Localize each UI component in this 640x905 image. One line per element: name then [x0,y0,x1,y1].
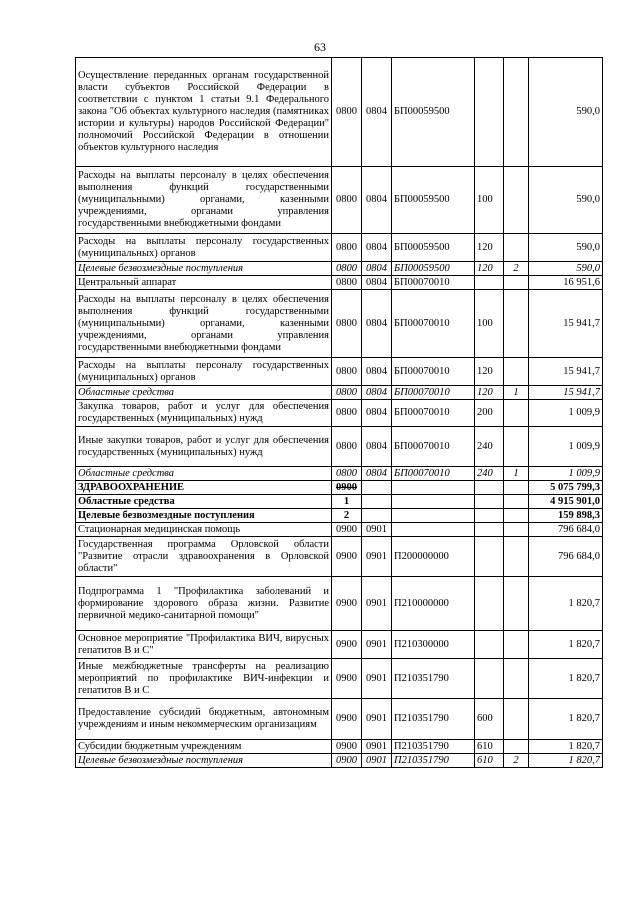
table-row [76,58,603,167]
article-cell: БП00070010 [392,386,475,400]
sum-cell: 159 898,3 [529,509,603,523]
subsection-cell: 0804 [362,386,392,400]
article-cell: П210351790 [392,659,475,699]
subsection-cell: 0901 [362,740,392,754]
name-cell: Подпрограмма 1 "Профилактика заболеваний и формирование здорового образа жизни. Развитие первичной медико-санитарной помощи" [76,577,332,631]
code-cell [504,523,529,537]
expense-type-cell: 240 [475,467,504,481]
code-cell [504,577,529,631]
sum-cell: 590,0 [529,262,603,276]
section-cell: 0800 [332,276,362,290]
table-row [76,631,603,659]
subsection-cell: 0901 [362,537,392,577]
section-cell: 0800 [332,386,362,400]
code-cell [504,509,529,523]
sum-cell: 590,0 [529,58,603,167]
expense-type-cell: 120 [475,262,504,276]
code-cell [504,290,529,358]
sum-cell: 1 820,7 [529,754,603,768]
subsection-cell: 0901 [362,523,392,537]
subsection-cell: 0901 [362,577,392,631]
table-row [76,699,603,740]
expense-type-cell [475,481,504,495]
name-cell: Расходы на выплаты персоналу государственных (муниципальных) органов [76,234,332,262]
subsection-cell [362,509,392,523]
table-row [76,167,603,234]
name-cell: Расходы на выплаты персоналу в целях обеспечения выполнения функций государственными (муниципальными) органами, казенными учреждениями, органами управления государственными внебюджетными фондами [76,167,332,234]
sum-cell: 1 820,7 [529,577,603,631]
name-cell: Иные межбюджетные трансферты на реализацию мероприятий по профилактике ВИЧ-инфекции и гепатитов В и С [76,659,332,699]
name-cell: Областные средства [76,386,332,400]
sum-cell: 15 941,7 [529,290,603,358]
section-cell: 0900 [332,699,362,740]
article-cell: БП00059500 [392,167,475,234]
name-cell: Центральный аппарат [76,276,332,290]
expense-type-cell [475,659,504,699]
expense-type-cell: 120 [475,234,504,262]
section-cell: 0900 [332,537,362,577]
article-cell: БП00070010 [392,400,475,427]
name-cell: Целевые безвозмездные поступления [76,262,332,276]
subsection-cell [362,495,392,509]
table-row [76,754,603,768]
subsection-cell: 0901 [362,699,392,740]
section-cell: 0800 [332,58,362,167]
section-cell: 0800 [332,467,362,481]
table-row [76,577,603,631]
code-cell [504,276,529,290]
table-row [76,234,603,262]
article-cell: П210351790 [392,699,475,740]
sum-cell: 1 009,9 [529,400,603,427]
section-cell: 0800 [332,358,362,386]
section-cell: 0900 [332,523,362,537]
expense-type-cell: 120 [475,386,504,400]
article-cell: П210000000 [392,577,475,631]
sum-cell: 5 075 799,3 [529,481,603,495]
article-cell: БП00059500 [392,58,475,167]
expense-type-cell: 100 [475,167,504,234]
name-cell: Осуществление переданных органам государственной власти субъектов Российской Федерации в соответствии с пунктом 1 статьи 9.1 Федерального закона "Об объектах культурного наследия (памятниках истории и культуры) народов Российской Федерации" полномочий Российской Федерации в отношении объектов культурного наследия [76,58,332,167]
sum-cell: 1 820,7 [529,631,603,659]
subsection-cell: 0804 [362,167,392,234]
section-cell: 1 [332,495,362,509]
name-cell: Субсидии бюджетным учреждениям [76,740,332,754]
code-cell: 2 [504,754,529,768]
section-cell: 0900 [332,740,362,754]
article-cell: П210351790 [392,740,475,754]
subsection-cell: 0804 [362,262,392,276]
expense-type-cell [475,577,504,631]
expense-type-cell: 200 [475,400,504,427]
name-cell: Целевые безвозмездные поступления [76,754,332,768]
code-cell [504,631,529,659]
subsection-cell: 0901 [362,631,392,659]
code-cell [504,167,529,234]
sum-cell: 1 820,7 [529,740,603,754]
code-cell [504,358,529,386]
table-row [76,427,603,467]
table-row [76,659,603,699]
sum-cell: 1 009,9 [529,467,603,481]
sum-cell: 15 941,7 [529,386,603,400]
sum-cell: 1 820,7 [529,659,603,699]
name-cell: Предоставление субсидий бюджетным, автономным учреждениям и иным некоммерческим организациям [76,699,332,740]
subsection-cell: 0804 [362,290,392,358]
sum-cell: 590,0 [529,234,603,262]
table-row [76,537,603,577]
expense-type-cell [475,537,504,577]
code-cell [504,495,529,509]
table-row [76,467,603,481]
section-cell: 0900 [332,631,362,659]
article-cell: БП00070010 [392,290,475,358]
name-cell: Расходы на выплаты персоналу государственных (муниципальных) органов [76,358,332,386]
subsection-cell: 0901 [362,659,392,699]
article-cell [392,495,475,509]
expense-type-cell: 100 [475,290,504,358]
article-cell [392,523,475,537]
code-cell: 2 [504,262,529,276]
page-number: 63 [314,40,326,54]
sum-cell: 796 684,0 [529,537,603,577]
budget-table [75,57,603,768]
section-cell: 0800 [332,400,362,427]
code-cell [504,234,529,262]
article-cell [392,481,475,495]
name-cell: Стационарная медицинская помощь [76,523,332,537]
name-cell: Государственная программа Орловской области "Развитие отрасли здравоохранения в Орловской области" [76,537,332,577]
code-cell [504,481,529,495]
name-cell: Областные средства [76,495,332,509]
article-cell: БП00070010 [392,358,475,386]
section-cell: 0900 [332,577,362,631]
subsection-cell: 0804 [362,467,392,481]
code-cell [504,537,529,577]
table-row [76,276,603,290]
name-cell: Основное мероприятие "Профилактика ВИЧ, вирусных гепатитов В и С" [76,631,332,659]
section-cell: 0800 [332,167,362,234]
article-cell: БП00070010 [392,427,475,467]
section-cell: 0800 [332,290,362,358]
name-cell: ЗДРАВООХРАНЕНИЕ [76,481,332,495]
table-row [76,509,603,523]
sum-cell: 15 941,7 [529,358,603,386]
article-cell: П210300000 [392,631,475,659]
expense-type-cell: 240 [475,427,504,467]
name-cell: Расходы на выплаты персоналу в целях обеспечения выполнения функций государственными (муниципальными) органами, казенными учреждениями, органами управления государственными внебюджетными фондами [76,290,332,358]
subsection-cell: 0804 [362,358,392,386]
expense-type-cell [475,631,504,659]
subsection-cell: 0804 [362,234,392,262]
subsection-cell: 0901 [362,754,392,768]
section-cell: 0900 [332,659,362,699]
expense-type-cell: 610 [475,754,504,768]
article-cell: БП00059500 [392,234,475,262]
article-cell [392,509,475,523]
article-cell: П210351790 [392,754,475,768]
table-row [76,495,603,509]
subsection-cell: 0804 [362,427,392,467]
table-row [76,740,603,754]
table-body [76,58,603,768]
article-cell: БП00070010 [392,467,475,481]
section-cell: 0900 [332,754,362,768]
name-cell: Областные средства [76,467,332,481]
article-cell: П200000000 [392,537,475,577]
sum-cell: 16 951,6 [529,276,603,290]
expense-type-cell [475,495,504,509]
subsection-cell: 0804 [362,58,392,167]
code-cell [504,58,529,167]
section-cell: 0800 [332,262,362,276]
name-cell: Иные закупки товаров, работ и услуг для обеспечения государственных (муниципальных) нужд [76,427,332,467]
section-cell: 0800 [332,234,362,262]
expense-type-cell [475,523,504,537]
table-row [76,290,603,358]
expense-type-cell: 610 [475,740,504,754]
table-row [76,358,603,386]
code-cell: 1 [504,386,529,400]
expense-type-cell [475,276,504,290]
code-cell [504,699,529,740]
name-cell: Закупка товаров, работ и услуг для обеспечения государственных (муниципальных) нужд [76,400,332,427]
sum-cell: 4 915 901,0 [529,495,603,509]
section-cell: 0900 [332,481,362,495]
subsection-cell [362,481,392,495]
expense-type-cell: 120 [475,358,504,386]
article-cell: БП00059500 [392,262,475,276]
section-cell: 2 [332,509,362,523]
table-row [76,523,603,537]
table-row [76,481,603,495]
subsection-cell: 0804 [362,400,392,427]
sum-cell: 590,0 [529,167,603,234]
code-cell [504,659,529,699]
table-row [76,400,603,427]
expense-type-cell: 600 [475,699,504,740]
subsection-cell: 0804 [362,276,392,290]
code-cell: 1 [504,467,529,481]
code-cell [504,740,529,754]
expense-type-cell [475,509,504,523]
table-row [76,386,603,400]
sum-cell: 1 820,7 [529,699,603,740]
code-cell [504,400,529,427]
expense-type-cell [475,58,504,167]
name-cell: Целевые безвозмездные поступления [76,509,332,523]
table-row [76,262,603,276]
sum-cell: 796 684,0 [529,523,603,537]
sum-cell: 1 009,9 [529,427,603,467]
section-cell: 0800 [332,427,362,467]
article-cell: БП00070010 [392,276,475,290]
code-cell [504,427,529,467]
